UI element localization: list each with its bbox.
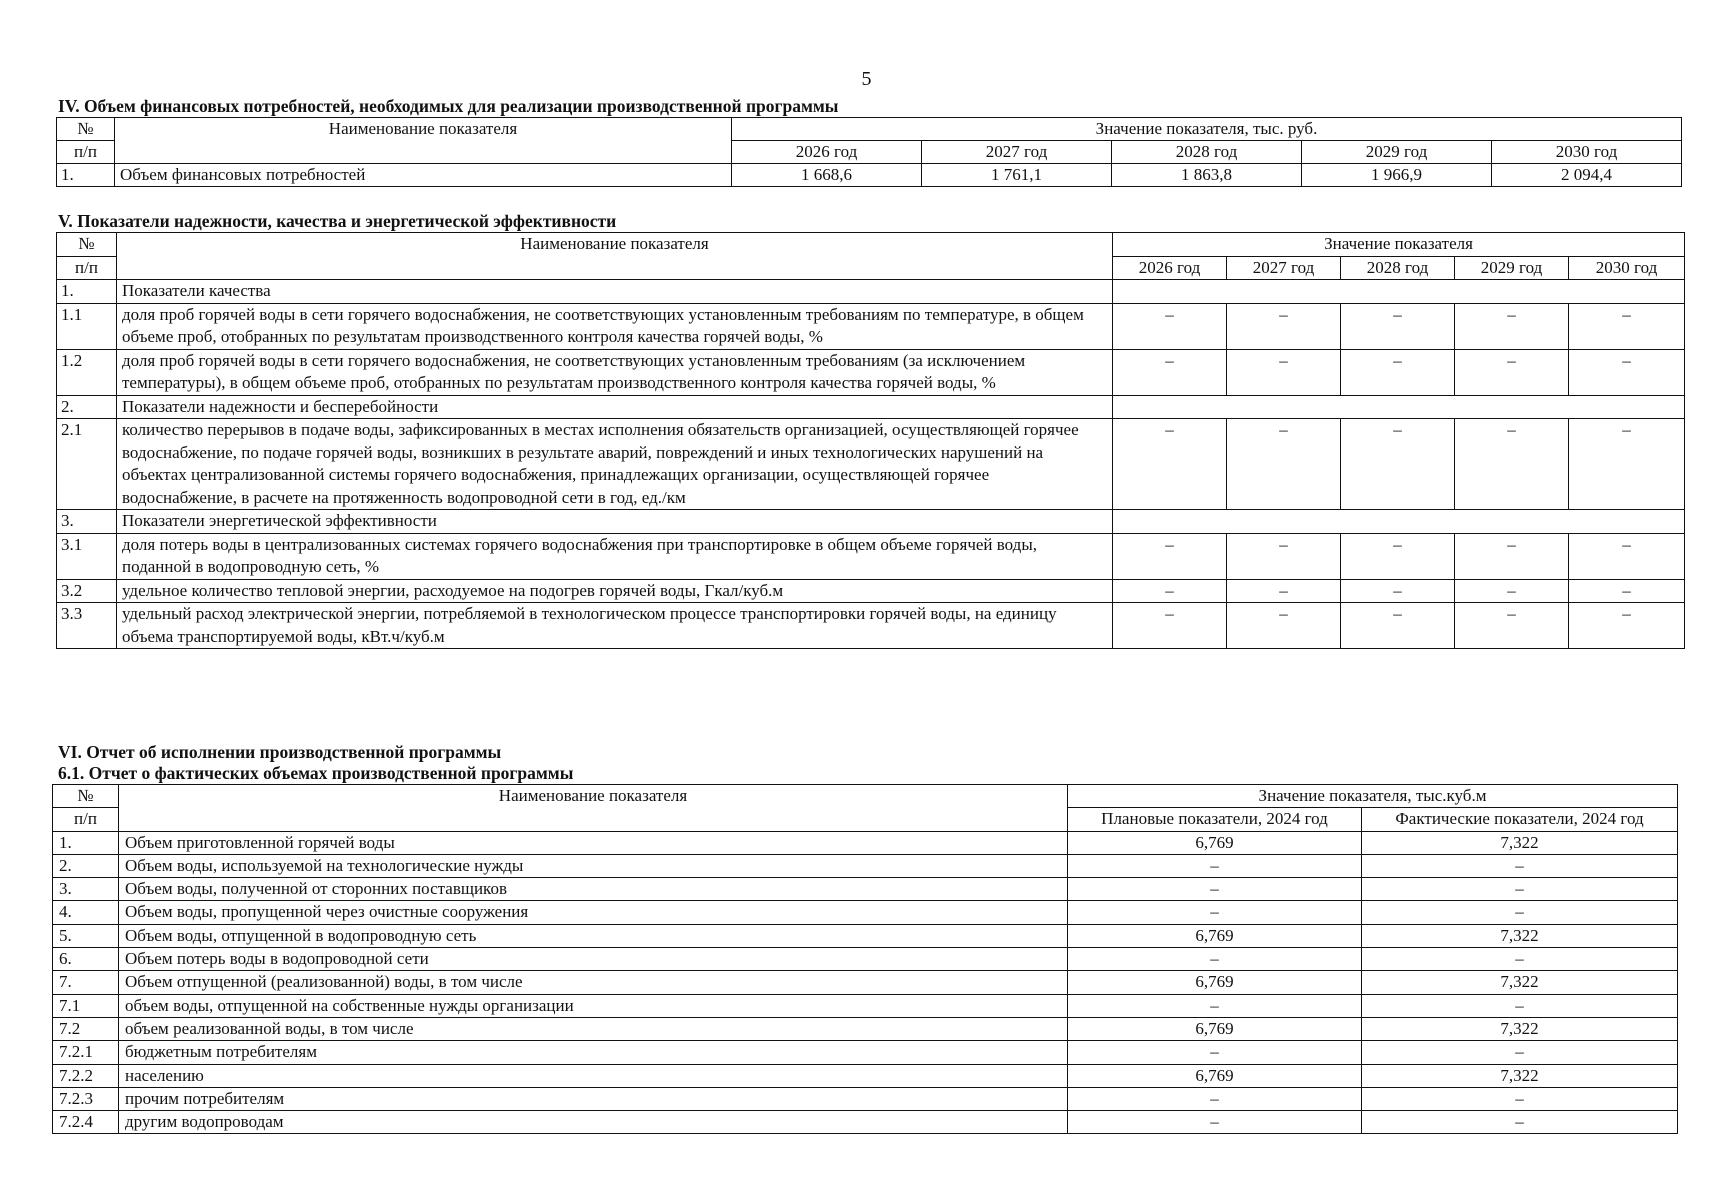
group-blank — [1113, 280, 1685, 304]
plan-value: – — [1068, 1087, 1362, 1110]
year-header: 2027 год — [1227, 256, 1341, 280]
row-number: 1.1 — [57, 303, 117, 349]
table-row — [57, 303, 1685, 349]
row-name: доля потерь воды в централизованных системах горячего водоснабжения при транспортировке в общем объеме горячей воды, поданной в водопроводную сеть, % — [117, 533, 1113, 579]
row-name: объем реализованной воды, в том числе — [119, 1017, 1068, 1040]
row-value: 1 668,6 — [732, 164, 922, 187]
row-name: бюджетным потребителям — [119, 1041, 1068, 1064]
row-number: 7. — [53, 971, 119, 994]
plan-value: 6,769 — [1068, 924, 1362, 947]
header-name: Наименование показателя — [119, 785, 1068, 832]
plan-value: – — [1068, 1111, 1362, 1134]
row-number: 1. — [57, 164, 115, 187]
fact-value: – — [1362, 854, 1678, 877]
row-value: – — [1341, 303, 1455, 349]
row-value: – — [1569, 419, 1685, 510]
group-blank — [1113, 510, 1685, 534]
row-name: Объем потерь воды в водопроводной сети — [119, 948, 1068, 971]
row-number: 6. — [53, 948, 119, 971]
fact-value: – — [1362, 948, 1678, 971]
row-value: – — [1227, 303, 1341, 349]
row-name: удельное количество тепловой энергии, расходуемое на подогрев горячей воды, Гкал/куб.м — [117, 579, 1113, 603]
group-name: Показатели качества — [117, 280, 1113, 304]
row-value: – — [1569, 603, 1685, 649]
table-row — [57, 579, 1685, 603]
row-name: прочим потребителям — [119, 1087, 1068, 1110]
table-row — [53, 1064, 1678, 1087]
table-row — [53, 948, 1678, 971]
table-row — [57, 603, 1685, 649]
header-no: № — [57, 233, 117, 257]
year-header: 2026 год — [732, 141, 922, 164]
row-value: – — [1341, 579, 1455, 603]
plan-header: Плановые показатели, 2024 год — [1068, 808, 1362, 831]
row-value: – — [1341, 419, 1455, 510]
row-number: 5. — [53, 924, 119, 947]
header-no: № — [53, 785, 119, 808]
row-value: – — [1455, 303, 1569, 349]
row-name: Объем отпущенной (реализованной) воды, в том числе — [119, 971, 1068, 994]
fact-value: – — [1362, 1087, 1678, 1110]
section-6-title: VI. Отчет об исполнении производственной программы — [58, 742, 502, 762]
section-4-title: IV. Объем финансовых потребностей, необходимых для реализации производственной программы — [58, 96, 839, 116]
section-6-subtitle: 6.1. Отчет о фактических объемах производственной программы — [58, 763, 574, 783]
row-value: – — [1113, 349, 1227, 395]
row-number: 2.1 — [57, 419, 117, 510]
table-row — [53, 1017, 1678, 1040]
row-number: 2. — [53, 854, 119, 877]
row-name: удельный расход электрической энергии, потребляемой в технологическом процессе транспортировки горячей воды, на единицу объема транспортируемой воды, кВт.ч/куб.м — [117, 603, 1113, 649]
row-number: 2. — [57, 395, 117, 419]
header-value: Значение показателя, тыс.куб.м — [1068, 785, 1678, 808]
year-header: 2027 год — [922, 141, 1112, 164]
production-report-table — [52, 784, 1678, 1134]
row-name: объем воды, отпущенной на собственные нужды организации — [119, 994, 1068, 1017]
row-value: – — [1455, 603, 1569, 649]
table-row — [53, 878, 1678, 901]
fact-value: – — [1362, 1041, 1678, 1064]
fact-value: – — [1362, 878, 1678, 901]
row-value: – — [1227, 349, 1341, 395]
header-value: Значение показателя — [1113, 233, 1685, 257]
group-blank — [1113, 395, 1685, 419]
row-value: – — [1227, 533, 1341, 579]
row-value: – — [1227, 579, 1341, 603]
row-value: – — [1569, 349, 1685, 395]
year-header: 2029 год — [1455, 256, 1569, 280]
table-row — [53, 1041, 1678, 1064]
header-no: № — [57, 118, 115, 141]
fact-value: 7,322 — [1362, 924, 1678, 947]
row-value: 2 094,4 — [1492, 164, 1682, 187]
header-pp: п/п — [57, 256, 117, 280]
row-number: 7.2 — [53, 1017, 119, 1040]
financial-needs-table — [56, 117, 1682, 187]
fact-value: – — [1362, 1111, 1678, 1134]
plan-value: – — [1068, 901, 1362, 924]
table-row — [57, 349, 1685, 395]
row-number: 3.3 — [57, 603, 117, 649]
plan-value: – — [1068, 878, 1362, 901]
row-value: – — [1227, 603, 1341, 649]
table-row — [53, 831, 1678, 854]
row-value: – — [1455, 419, 1569, 510]
fact-value: – — [1362, 994, 1678, 1017]
section-5-title: V. Показатели надежности, качества и энергетической эффективности — [58, 211, 617, 231]
row-number: 3.1 — [57, 533, 117, 579]
plan-value: – — [1068, 948, 1362, 971]
row-value: – — [1569, 533, 1685, 579]
group-row — [57, 395, 1685, 419]
row-number: 1.2 — [57, 349, 117, 395]
row-value: – — [1113, 603, 1227, 649]
plan-value: 6,769 — [1068, 971, 1362, 994]
fact-value: – — [1362, 901, 1678, 924]
table-row — [53, 901, 1678, 924]
year-header: 2026 год — [1113, 256, 1227, 280]
group-row — [57, 280, 1685, 304]
plan-value: – — [1068, 854, 1362, 877]
header-value: Значение показателя, тыс. руб. — [732, 118, 1682, 141]
row-value: – — [1227, 419, 1341, 510]
header-name: Наименование показателя — [117, 233, 1113, 280]
quality-indicators-table — [56, 232, 1685, 649]
year-header: 2028 год — [1112, 141, 1302, 164]
plan-value: 6,769 — [1068, 1064, 1362, 1087]
group-name: Показатели энергетической эффективности — [117, 510, 1113, 534]
row-value: – — [1569, 303, 1685, 349]
row-value: 1 761,1 — [922, 164, 1112, 187]
table-row — [57, 533, 1685, 579]
table-row — [53, 854, 1678, 877]
plan-value: – — [1068, 1041, 1362, 1064]
row-number: 7.1 — [53, 994, 119, 1017]
fact-value: 7,322 — [1362, 1017, 1678, 1040]
row-name: Объем воды, полученной от сторонних поставщиков — [119, 878, 1068, 901]
row-value: – — [1113, 533, 1227, 579]
row-value: – — [1113, 419, 1227, 510]
plan-value: – — [1068, 994, 1362, 1017]
fact-value: 7,322 — [1362, 831, 1678, 854]
table-row — [57, 419, 1685, 510]
row-name: количество перерывов в подаче воды, зафиксированных в местах исполнения обязательств организацией, осуществляющей горячее водоснабжение, по подаче горячей воды, возникших в результате аварий, повреждений и иных технологических нарушений на объектах централизованной системы горячего водоснабжения, принадлежащих организации, осуществляющей горячее водоснабжение, в расчете на протяженность водопроводной сети в год, ед./км — [117, 419, 1113, 510]
table-row — [53, 1111, 1678, 1134]
group-name: Показатели надежности и бесперебойности — [117, 395, 1113, 419]
row-value: – — [1455, 349, 1569, 395]
group-row — [57, 510, 1685, 534]
row-number: 1. — [53, 831, 119, 854]
fact-value: 7,322 — [1362, 971, 1678, 994]
year-header: 2029 год — [1302, 141, 1492, 164]
plan-value: 6,769 — [1068, 831, 1362, 854]
row-value: – — [1113, 303, 1227, 349]
row-value: – — [1113, 579, 1227, 603]
table-row — [53, 924, 1678, 947]
row-value: – — [1341, 349, 1455, 395]
row-number: 7.2.1 — [53, 1041, 119, 1064]
row-value: 1 966,9 — [1302, 164, 1492, 187]
row-name: другим водопроводам — [119, 1111, 1068, 1134]
row-number: 1. — [57, 280, 117, 304]
plan-value: 6,769 — [1068, 1017, 1362, 1040]
row-value: 1 863,8 — [1112, 164, 1302, 187]
header-pp: п/п — [57, 141, 115, 164]
row-name: доля проб горячей воды в сети горячего водоснабжения, не соответствующих установленным требованиям (за исключением температуры), в общем объеме проб, отобранных по результатам производственного контроля качества горячей воды, % — [117, 349, 1113, 395]
row-value: – — [1341, 533, 1455, 579]
row-number: 3. — [53, 878, 119, 901]
year-header: 2030 год — [1569, 256, 1685, 280]
row-name: Объем приготовленной горячей воды — [119, 831, 1068, 854]
row-value: – — [1455, 533, 1569, 579]
row-number: 7.2.3 — [53, 1087, 119, 1110]
row-number: 4. — [53, 901, 119, 924]
row-number: 3.2 — [57, 579, 117, 603]
row-number: 3. — [57, 510, 117, 534]
row-name: Объем воды, пропущенной через очистные сооружения — [119, 901, 1068, 924]
row-name: населению — [119, 1064, 1068, 1087]
row-name: Объем воды, используемой на технологические нужды — [119, 854, 1068, 877]
table-row — [57, 164, 1682, 187]
row-value: – — [1455, 579, 1569, 603]
row-name: Объем финансовых потребностей — [115, 164, 732, 187]
page-number: 5 — [861, 68, 872, 90]
year-header: 2030 год — [1492, 141, 1682, 164]
header-pp: п/п — [53, 808, 119, 831]
row-name: Объем воды, отпущенной в водопроводную сеть — [119, 924, 1068, 947]
fact-header: Фактические показатели, 2024 год — [1362, 808, 1678, 831]
row-name: доля проб горячей воды в сети горячего водоснабжения, не соответствующих установленным требованиям по температуре, в общем объеме проб, отобранных по результатам производственного контроля качества горячей воды, % — [117, 303, 1113, 349]
fact-value: 7,322 — [1362, 1064, 1678, 1087]
row-value: – — [1341, 603, 1455, 649]
row-number: 7.2.4 — [53, 1111, 119, 1134]
table-row — [53, 1087, 1678, 1110]
year-header: 2028 год — [1341, 256, 1455, 280]
row-value: – — [1569, 579, 1685, 603]
table-row — [53, 971, 1678, 994]
table-row — [53, 994, 1678, 1017]
row-number: 7.2.2 — [53, 1064, 119, 1087]
header-name: Наименование показателя — [115, 118, 732, 164]
